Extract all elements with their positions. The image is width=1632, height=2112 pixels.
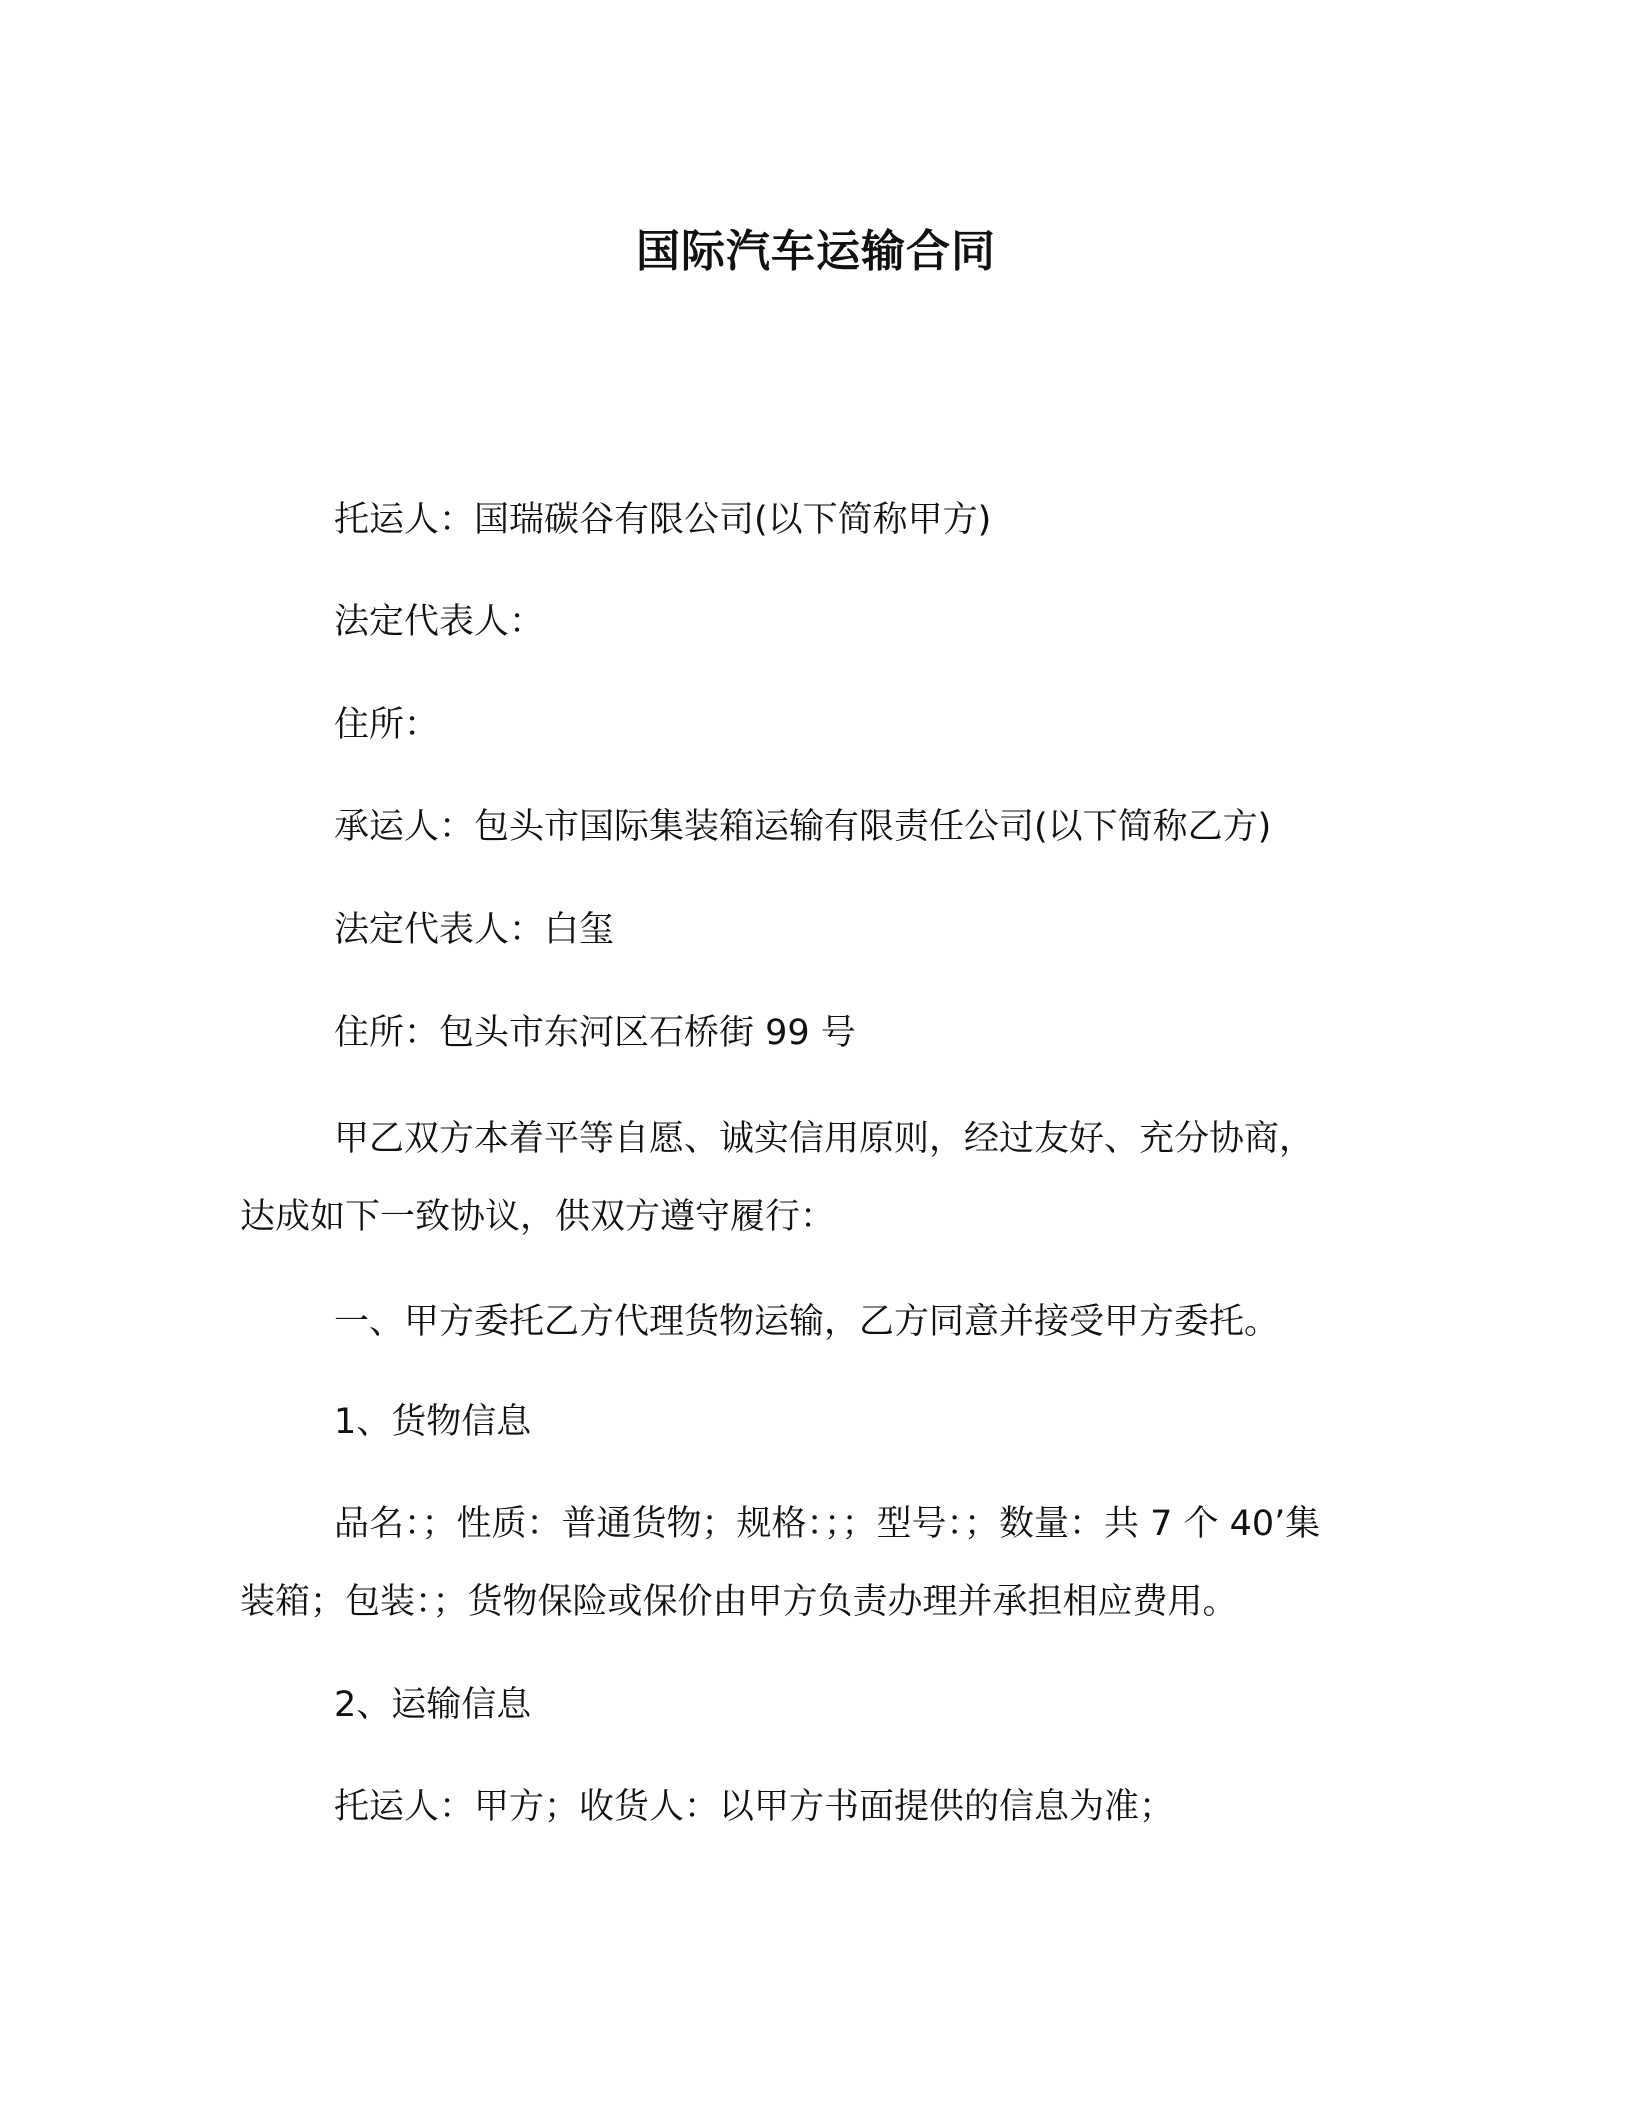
preamble-line-1: 甲乙双方本着平等自愿、诚实信用原则，经过友好、充分协商，: [334, 1119, 1315, 1159]
document-title: 国际汽车运输合同: [636, 226, 996, 277]
carrier-line: 承运人：包头市国际集装箱运输有限责任公司(以下简称乙方): [334, 807, 1272, 847]
clause-one-line: 一、甲方委托乙方代理货物运输，乙方同意并接受甲方委托。: [334, 1302, 1280, 1342]
carrier-legal-rep-line: 法定代表人：白玺: [334, 910, 615, 950]
goods-info-line-1: 品名：；性质：普通货物；规格：；；型号：；数量：共 7 个 40’集: [334, 1504, 1321, 1544]
shipper-address-line: 住所：: [334, 705, 440, 745]
goods-info-heading: 1、货物信息: [334, 1402, 532, 1442]
shipper-line: 托运人：国瑞碳谷有限公司(以下简称甲方): [334, 500, 992, 540]
shipper-legal-rep-line: 法定代表人：: [334, 602, 545, 642]
transport-info-heading: 2、运输信息: [334, 1685, 532, 1725]
carrier-address-line: 住所：包头市东河区石桥街 99 号: [334, 1013, 856, 1053]
transport-info-line: 托运人：甲方；收货人：以甲方书面提供的信息为准；: [334, 1787, 1175, 1827]
preamble-line-2: 达成如下一致协议，供双方遵守履行：: [240, 1197, 836, 1237]
goods-info-line-2: 装箱；包装：；货物保险或保价由甲方负责办理并承担相应费用。: [240, 1582, 1238, 1622]
